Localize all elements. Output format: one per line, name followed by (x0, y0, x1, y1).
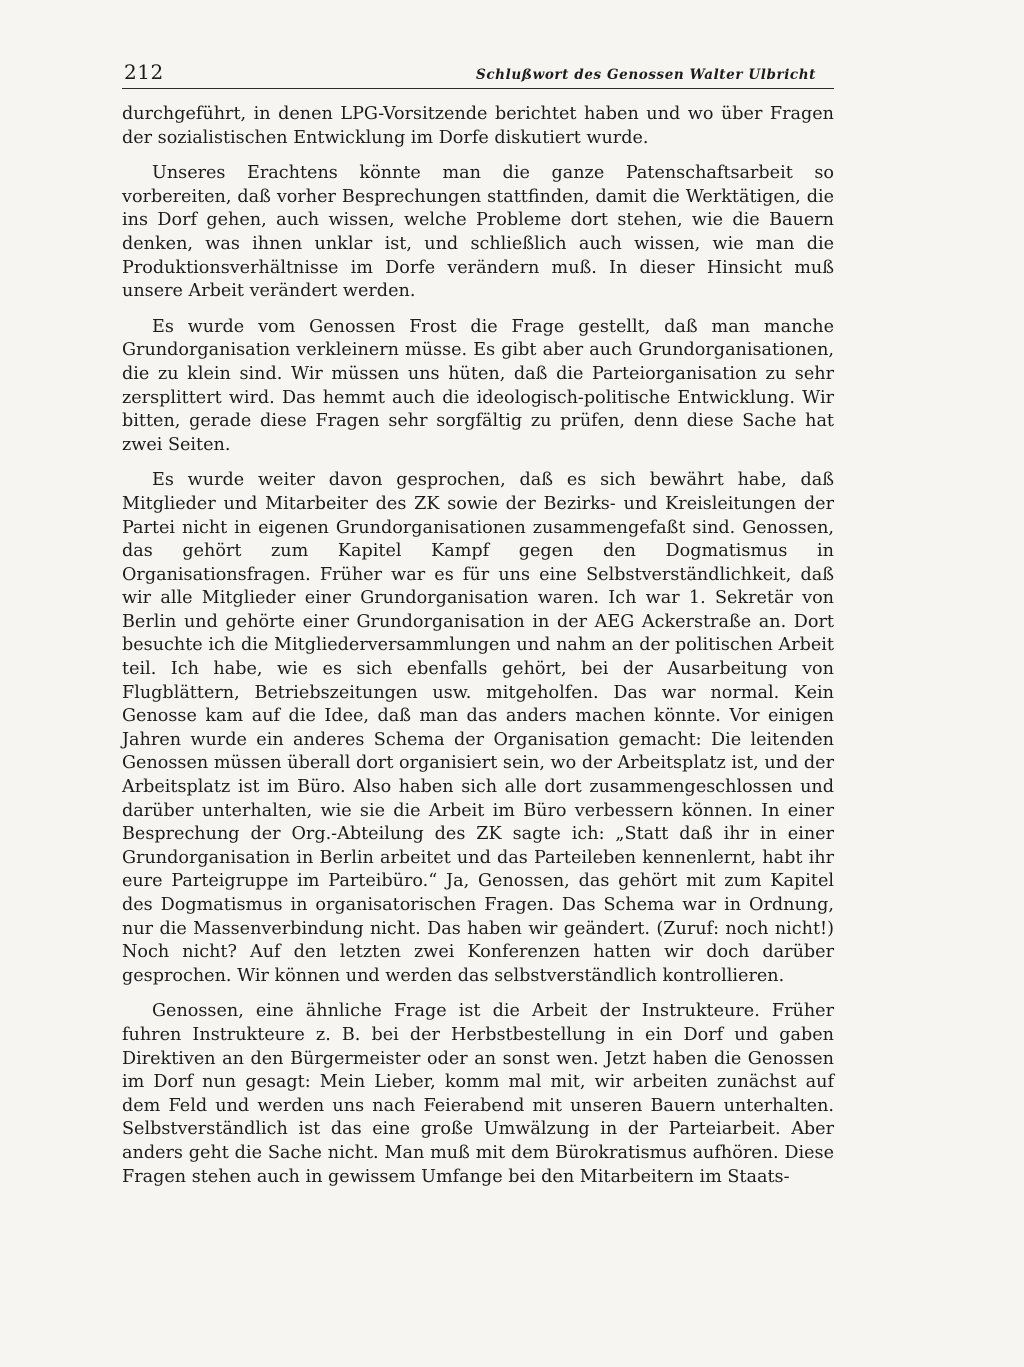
document-page (122, 60, 834, 1201)
paragraph: Genossen, eine ähnliche Frage ist die Arbeit der Instrukteure. Früher fuhren Instrukteure z. B. bei der Herbstbestellung in ein Dorf und gaben Direktiven an den Bürgermeister oder an sonst wen. Jetzt haben die Genossen im Dorf nun gesagt: Mein Lieber, komm mal mit, wir arbeiten zunächst auf dem Feld und werden uns nach Feierabend mit unseren Bauern unterhalten. Selbstverständlich ist das eine große Umwälzung in der Parteiarbeit. Aber anders geht die Sache nicht. Man muß mit dem Bürokratismus aufhören. Diese Fragen stehen auch in gewissem Umfange bei den Mitarbeitern im Staats- (122, 1001, 834, 1187)
paragraph: Unseres Erachtens könnte man die ganze Patenschaftsarbeit so vorbereiten, daß vorher Besprechungen stattfinden, damit die Werktätigen, die ins Dorf gehen, auch wissen, welche Probleme dort stehen, wie die Bauern denken, was ihnen unklar ist, und schließlich auch wissen, wie man die Produktionsverhältnisse im Dorfe verändern muß. In dieser Hinsicht muß unsere Arbeit verändert werden. (122, 163, 834, 302)
paragraph-continuation: durchgeführt, in denen LPG-Vorsitzende berichtet haben und wo über Fragen der sozialistischen Entwicklung im Dorfe diskutiert wurde. (122, 104, 834, 148)
paragraph: Es wurde weiter davon gesprochen, daß es sich bewährt habe, daß Mitglieder und Mitarbeiter des ZK sowie der Bezirks- und Kreisleitungen der Partei nicht in eigenen Grundorganisationen zusammengefaßt sind. Genossen, das gehört zum Kapitel Kampf gegen den Dogmatismus in Organisationsfragen. Früher war es für uns eine Selbstverständlichkeit, daß wir alle Mitglieder einer Grundorganisation waren. Ich war 1. Sekretär von Berlin und gehörte einer Grundorganisation in der AEG Ackerstraße an. Dort besuchte ich die Mitgliederversammlungen und nahm an der politischen Arbeit teil. Ich habe, wie es sich ebenfalls gehört, bei der Ausarbeitung von Flugblättern, Betriebszeitungen usw. mitgeholfen. Das war normal. Kein Genosse kam auf die Idee, daß man das anders machen könnte. Vor einigen Jahren wurde ein anderes Schema der Organisation gemacht: Die leitenden Genossen müssen überall dort organisiert sein, wo der Arbeitsplatz ist, und der Arbeitsplatz ist im Büro. Also haben sich alle dort zusammengeschlossen und darüber unterhalten, wie sie die Arbeit im Büro verbessern können. In einer Besprechung der Org.-Abteilung des ZK sagte ich: „Statt daß ihr in einer Grundorganisation in Berlin arbeitet und das Parteileben kennenlernt, habt ihr eure Parteigruppe im Parteibüro.“ Ja, Genossen, das gehört mit zum Kapitel des Dogmatismus in organisatorischen Fragen. Das Schema war in Ordnung, nur die Massenverbindung nicht. Das haben wir geändert. (Zuruf: noch nicht!) Noch nicht? Auf den letzten zwei Konferenzen hatten wir doch darüber gesprochen. Wir können und werden das selbstverständlich kontrollieren. (122, 470, 834, 986)
paragraph: Es wurde vom Genossen Frost die Frage gestellt, daß man manche Grundorganisation verkleinern müsse. Es gibt aber auch Grundorganisationen, die zu klein sind. Wir müssen uns hüten, daß die Parteiorganisation zu sehr zersplittert wird. Das hemmt auch die ideologisch-politische Entwicklung. Wir bitten, gerade diese Fragen sehr sorgfältig zu prüfen, denn diese Sache hat zwei Seiten. (122, 316, 834, 455)
page-header (122, 60, 834, 89)
body-text (122, 103, 834, 1189)
running-title: Schlußwort des Genossen Walter Ulbricht (476, 67, 816, 83)
page-number: 212 (124, 60, 164, 84)
